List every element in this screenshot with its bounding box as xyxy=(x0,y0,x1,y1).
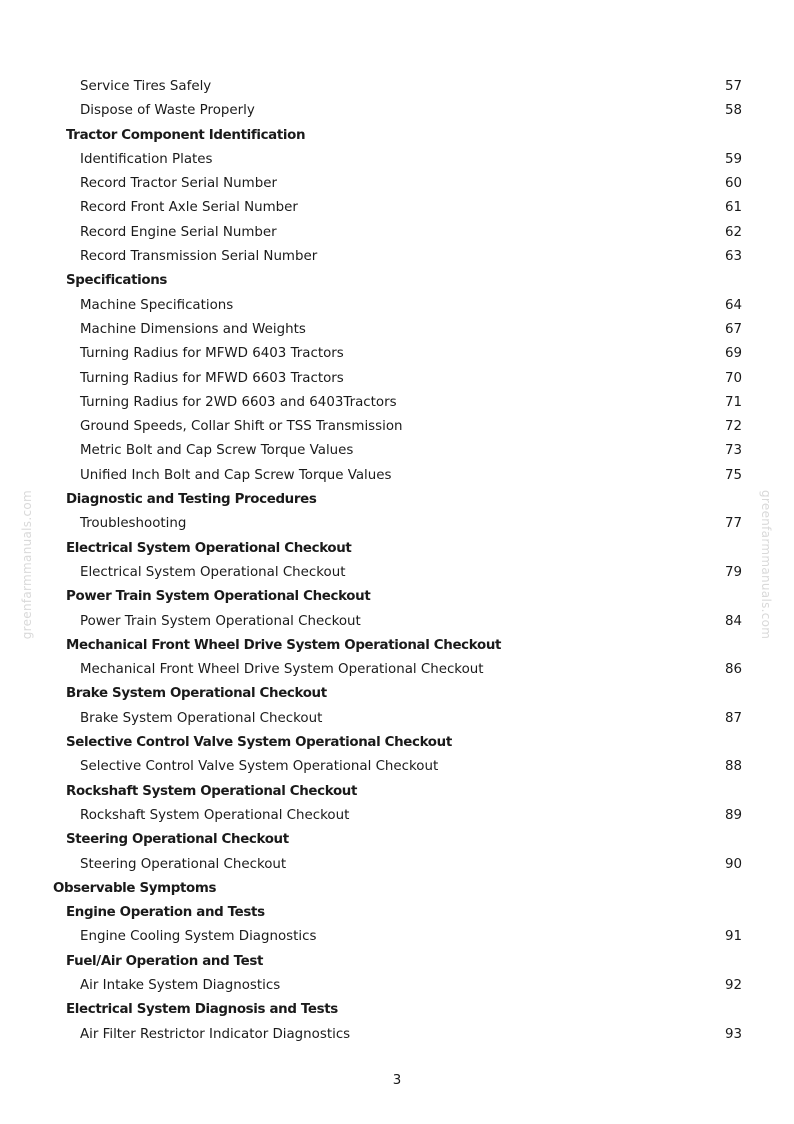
toc-entry[interactable] xyxy=(0,367,794,391)
toc-entry[interactable] xyxy=(0,245,794,269)
toc-entry[interactable] xyxy=(0,804,794,828)
toc-entry-title: Ground Speeds, Collar Shift or TSS Transmission xyxy=(80,419,403,435)
toc-entry-page: 90 xyxy=(724,856,742,872)
toc-section-heading[interactable] xyxy=(0,998,794,1022)
toc-entry-title: Identification Plates xyxy=(80,151,213,167)
toc-entry-title: Brake System Operational Checkout xyxy=(80,710,323,726)
page-number: 3 xyxy=(392,1073,402,1088)
toc-entry[interactable] xyxy=(0,221,794,245)
toc-entry-page: 87 xyxy=(724,710,742,726)
watermark-right: greenfarmmanuals.com xyxy=(759,490,773,640)
toc-entry-title: Mechanical Front Wheel Drive System Operational Checkout xyxy=(80,662,484,678)
toc-section-heading[interactable] xyxy=(0,950,794,974)
toc-entry-page: 59 xyxy=(724,151,742,167)
toc-section-heading[interactable] xyxy=(0,537,794,561)
toc-entry-title: Tractor Component Identification xyxy=(66,127,306,143)
toc-entry-title: Record Tractor Serial Number xyxy=(80,176,277,192)
toc-entry-page: 91 xyxy=(724,929,742,945)
toc-entry-title: Steering Operational Checkout xyxy=(80,856,287,872)
toc-section-heading[interactable] xyxy=(0,731,794,755)
toc-entry[interactable] xyxy=(0,342,794,366)
toc-section-heading[interactable] xyxy=(0,682,794,706)
toc-entry-title: Power Train System Operational Checkout xyxy=(66,589,371,605)
toc-entry[interactable] xyxy=(0,512,794,536)
toc-entry-page: 67 xyxy=(724,321,742,337)
toc-entry-page: 77 xyxy=(724,516,742,532)
toc-entry-title: Engine Operation and Tests xyxy=(66,905,265,921)
toc-entry-title: Service Tires Safely xyxy=(80,79,212,94)
toc-entry[interactable] xyxy=(0,318,794,342)
toc-entry[interactable] xyxy=(0,658,794,682)
toc-section-heading[interactable] xyxy=(0,124,794,148)
toc-entry[interactable] xyxy=(0,439,794,463)
toc-entry-page: 89 xyxy=(724,807,742,823)
toc-entry-title: Air Intake System Diagnostics xyxy=(80,977,281,993)
toc-entry-page: 92 xyxy=(724,977,742,993)
toc-entry[interactable] xyxy=(0,974,794,998)
table-of-contents xyxy=(0,75,794,1047)
toc-entry-title: Brake System Operational Checkout xyxy=(66,686,327,702)
toc-entry-title: Electrical System Operational Checkout xyxy=(80,564,346,580)
toc-entry[interactable] xyxy=(0,75,794,99)
toc-entry-title: Diagnostic and Testing Procedures xyxy=(66,492,317,508)
toc-section-heading[interactable] xyxy=(0,488,794,512)
toc-entry-page: 61 xyxy=(724,200,742,216)
toc-entry-page: 73 xyxy=(724,443,742,459)
toc-section-heading[interactable] xyxy=(0,780,794,804)
toc-entry-page: 69 xyxy=(724,346,742,362)
toc-entry[interactable] xyxy=(0,415,794,439)
toc-section-heading[interactable] xyxy=(0,634,794,658)
toc-entry[interactable] xyxy=(0,853,794,877)
toc-entry-title: Steering Operational Checkout xyxy=(66,832,289,848)
toc-section-heading[interactable] xyxy=(0,901,794,925)
toc-entry-title: Selective Control Valve System Operational Checkout xyxy=(66,735,452,751)
toc-entry-page: 58 xyxy=(724,103,742,119)
toc-section-heading[interactable] xyxy=(0,877,794,901)
watermark-left: greenfarmmanuals.com xyxy=(20,490,34,640)
toc-entry-title: Air Filter Restrictor Indicator Diagnostics xyxy=(80,1026,351,1042)
toc-entry-title: Turning Radius for 2WD 6603 and 6403Tractors xyxy=(80,394,397,410)
toc-entry-title: Metric Bolt and Cap Screw Torque Values xyxy=(80,443,354,459)
toc-entry[interactable] xyxy=(0,391,794,415)
toc-entry[interactable] xyxy=(0,464,794,488)
toc-entry-page: 71 xyxy=(724,394,742,410)
toc-entry-page: 75 xyxy=(724,467,742,483)
toc-entry-title: Electrical System Diagnosis and Tests xyxy=(66,1002,338,1018)
toc-entry[interactable] xyxy=(0,172,794,196)
toc-entry[interactable] xyxy=(0,196,794,220)
toc-entry-title: Selective Control Valve System Operational Checkout xyxy=(80,759,439,775)
toc-entry[interactable] xyxy=(0,561,794,585)
toc-entry-page: 63 xyxy=(724,249,742,265)
toc-entry-title: Turning Radius for MFWD 6403 Tractors xyxy=(80,346,344,362)
toc-entry-title: Record Engine Serial Number xyxy=(80,224,277,240)
toc-entry-page: 84 xyxy=(724,613,742,629)
toc-entry-title: Troubleshooting xyxy=(80,516,187,532)
toc-section-heading[interactable] xyxy=(0,585,794,609)
toc-entry[interactable] xyxy=(0,610,794,634)
toc-entry-title: Turning Radius for MFWD 6603 Tractors xyxy=(80,370,344,386)
toc-entry-page: 88 xyxy=(724,759,742,775)
toc-entry-page: 70 xyxy=(724,370,742,386)
toc-entry-page: 60 xyxy=(724,176,742,192)
toc-entry[interactable] xyxy=(0,294,794,318)
toc-entry-title: Dispose of Waste Properly xyxy=(80,103,255,119)
toc-entry-title: Engine Cooling System Diagnostics xyxy=(80,929,317,945)
toc-entry-title: Power Train System Operational Checkout xyxy=(80,613,361,629)
toc-entry-title: Record Transmission Serial Number xyxy=(80,249,318,265)
toc-entry-title: Mechanical Front Wheel Drive System Operational Checkout xyxy=(66,637,502,653)
toc-entry-title: Rockshaft System Operational Checkout xyxy=(66,783,358,799)
toc-entry-page: 93 xyxy=(724,1026,742,1042)
toc-entry[interactable] xyxy=(0,707,794,731)
toc-entry[interactable] xyxy=(0,755,794,779)
toc-entry-page: 64 xyxy=(724,297,742,313)
toc-entry-page: 57 xyxy=(724,79,742,94)
toc-entry-title: Specifications xyxy=(66,273,168,289)
toc-entry-title: Fuel/Air Operation and Test xyxy=(66,953,264,969)
toc-section-heading[interactable] xyxy=(0,269,794,293)
toc-entry[interactable] xyxy=(0,99,794,123)
toc-entry[interactable] xyxy=(0,925,794,949)
toc-entry[interactable] xyxy=(0,1023,794,1047)
toc-section-heading[interactable] xyxy=(0,828,794,852)
toc-entry-title: Machine Specifications xyxy=(80,297,234,313)
toc-entry-title: Electrical System Operational Checkout xyxy=(66,540,352,556)
toc-entry-title: Unified Inch Bolt and Cap Screw Torque Values xyxy=(80,467,392,483)
toc-entry-title: Rockshaft System Operational Checkout xyxy=(80,807,350,823)
toc-entry-page: 62 xyxy=(724,224,742,240)
toc-entry-page: 72 xyxy=(724,419,742,435)
toc-entry-title: Record Front Axle Serial Number xyxy=(80,200,298,216)
toc-entry-title: Machine Dimensions and Weights xyxy=(80,321,306,337)
toc-entry-title: Observable Symptoms xyxy=(53,880,217,896)
toc-entry[interactable] xyxy=(0,148,794,172)
toc-entry-page: 79 xyxy=(724,564,742,580)
toc-entry-page: 86 xyxy=(724,662,742,678)
